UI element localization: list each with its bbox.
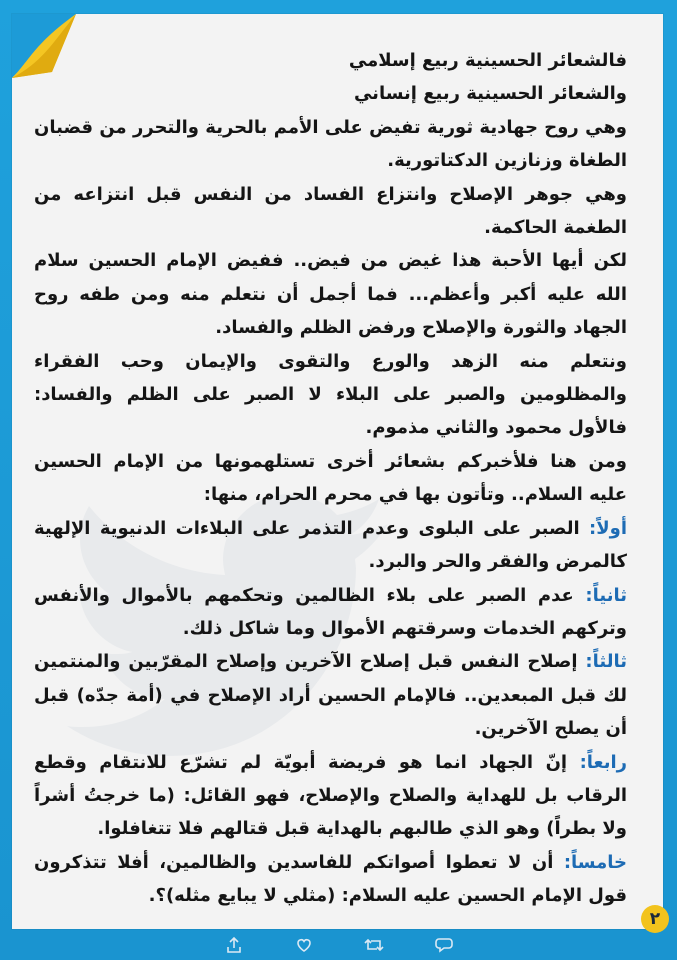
paragraph: وهي روح جهادية ثورية تفيض على الأمم بالحرية والتحرر من قضبان الطغاة وزنازين الدكتاتورية.: [34, 116, 627, 172]
page-number-badge: ٢: [641, 905, 669, 933]
article-body: [12, 44, 663, 913]
paragraph: والشعائر الحسينية ربيع إنساني: [353, 83, 627, 105]
document-sheet: [12, 14, 663, 929]
item-text: أن لا تعطوا أصواتكم للفاسدين والظالمين، أفلا تتذكرون قول الإمام الحسين عليه السلام: (مثلي لا يبايع مثله)؟.: [34, 851, 627, 907]
item-text: الصبر على البلوى وعدم التذمر على البلاءات الدنيوية الإلهية كالمرض والفقر والحر والبرد.: [34, 517, 627, 573]
item-label: خامساً:: [563, 851, 627, 873]
item-label: ثانياً:: [585, 584, 627, 606]
paragraph: ونتعلم منه الزهد والورع والتقوى والإيمان وحب الفقراء والمظلومين والصبر على البلاء لا الصبر على الظلم والفساد: فالأول محمود والثاني مذموم.: [34, 350, 627, 439]
list-item: [34, 512, 627, 579]
item-text: إصلاح النفس قبل إصلاح الآخرين وإصلاح المقرّبين والمنتمين لك قبل المبعدين.. فالإمام الحسين أراد الإصلاح في (أمة جدّه) قبل أن يصلح الآخرين.: [34, 651, 627, 740]
item-label: ثالثاً:: [585, 651, 627, 673]
item-text: إنّ الجهاد انما هو فريضة أبويّة لم تشرّع للانتقام وقطع الرقاب بل للهداية والصلاح والإصلاح، فهو القائل: (ما خرجتُ أشراً ولا بطراً) وهو الذي طالبهم بالهداية قبل قتالهم فلا تتغافلوا.: [34, 751, 627, 840]
reply-icon[interactable]: [433, 934, 455, 956]
paragraph: ومن هنا فلأخبركم بشعائر أخرى تستلهمونها من الإمام الحسين عليه السلام.. وتأتون بها في محرم الحرام، منها:: [34, 450, 627, 506]
item-label: أولاً:: [589, 517, 627, 539]
retweet-icon[interactable]: [363, 934, 385, 956]
list-item: [34, 746, 627, 846]
list-item: [34, 846, 627, 913]
tweet-actions: [0, 930, 677, 960]
share-icon[interactable]: [223, 934, 245, 956]
item-text: عدم الصبر على بلاء الظالمين وتحكمهم بالأموال والأنفس وتركهم الخدمات وسرقتهم الأموال وما شاكل ذلك.: [34, 584, 627, 639]
heart-icon[interactable]: [293, 934, 315, 956]
page-curl-icon: [12, 14, 76, 78]
item-label: رابعاً:: [579, 751, 627, 773]
paragraph: وهي جوهر الإصلاح وانتزاع الفساد من النفس قبل انتزاعه من الطغمة الحاكمة.: [34, 183, 627, 239]
list-item: [34, 645, 627, 745]
list-item: [34, 579, 627, 646]
paragraph: فالشعائر الحسينية ربيع إسلامي: [348, 50, 627, 71]
paragraph: لكن أيها الأحبة هذا غيض من فيض.. ففيض الإمام الحسين سلام الله عليه أكبر وأعظم... فما أجمل أن نتعلم منه ومن طفه روح الجهاد والثورة والإصلاح ورفض الظلم والفساد.: [34, 250, 627, 339]
